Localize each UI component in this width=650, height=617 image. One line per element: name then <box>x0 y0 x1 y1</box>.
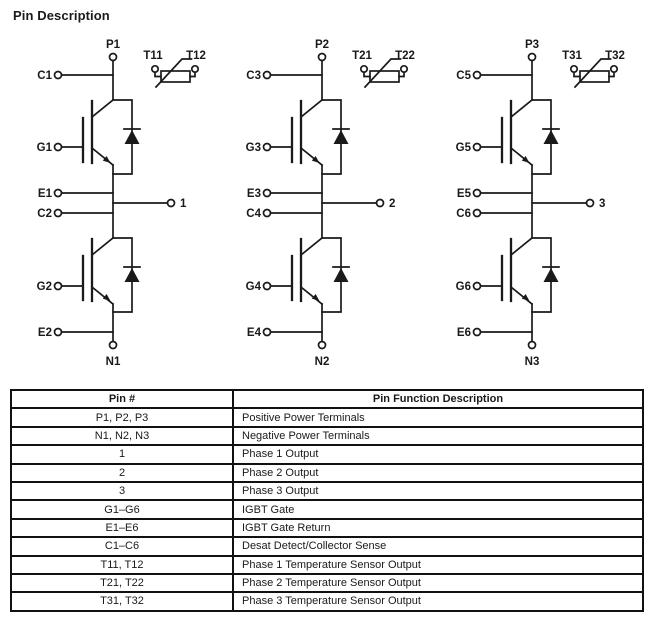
terminal-circle <box>474 72 481 79</box>
terminal-circle <box>529 342 536 349</box>
igbt-icon <box>83 100 132 174</box>
pin-cell: 1 <box>11 445 233 463</box>
pin-function-column-header: Pin Function Description <box>233 390 643 408</box>
description-cell: Phase 3 Output <box>233 482 643 500</box>
diode-icon <box>124 129 140 144</box>
terminal-circle <box>474 329 481 336</box>
igbt-icon <box>83 238 132 312</box>
terminal-circle <box>55 144 62 151</box>
phase-3-half-bridge-schematic <box>432 38 642 370</box>
thermistor-icon <box>571 59 617 87</box>
pin-cell: T21, T22 <box>11 574 233 592</box>
terminal-circle <box>264 144 271 151</box>
description-cell: Phase 2 Temperature Sensor Output <box>233 574 643 592</box>
table-header-row <box>11 390 643 408</box>
igbt-icon <box>502 238 551 312</box>
pin-number-column-header: Pin # <box>11 390 233 408</box>
pin-label-g-bot: G4 <box>245 281 261 293</box>
terminal-circle <box>319 54 326 61</box>
pin-label-c-bot: C2 <box>37 208 52 220</box>
table-row <box>11 482 643 500</box>
terminal-circle <box>152 66 158 72</box>
terminal-circle <box>529 54 536 61</box>
table-row <box>11 519 643 537</box>
terminal-circle <box>55 210 62 217</box>
terminal-circle <box>611 66 617 72</box>
terminal-circle <box>110 342 117 349</box>
diode-icon <box>543 129 559 144</box>
circuit-wiring <box>474 54 618 349</box>
pin-cell: P1, P2, P3 <box>11 408 233 426</box>
thermistor-icon <box>152 59 198 87</box>
terminal-circle <box>474 144 481 151</box>
description-cell: Phase 1 Temperature Sensor Output <box>233 556 643 574</box>
table-row <box>11 445 643 463</box>
table-row <box>11 408 643 426</box>
pin-label-p: P2 <box>314 39 330 51</box>
page-title: Pin Description <box>13 8 110 23</box>
description-cell: IGBT Gate <box>233 500 643 518</box>
pin-label-n: N2 <box>314 356 330 368</box>
pin-label-c-bot: C4 <box>246 208 261 220</box>
pin-label-t1: T21 <box>352 50 372 62</box>
pin-label-output: 1 <box>180 198 187 210</box>
terminal-circle <box>319 342 326 349</box>
terminal-circle <box>110 54 117 61</box>
description-cell: Phase 2 Output <box>233 464 643 482</box>
pin-cell: C1–C6 <box>11 537 233 555</box>
description-cell: Phase 1 Output <box>233 445 643 463</box>
table-row <box>11 592 643 610</box>
terminal-circle <box>587 200 594 207</box>
table-row <box>11 464 643 482</box>
table-row <box>11 500 643 518</box>
pin-label-t1: T31 <box>562 50 582 62</box>
pin-label-output: 2 <box>389 198 396 210</box>
terminal-circle <box>55 283 62 290</box>
pin-label-e-bot: E4 <box>246 327 261 339</box>
circuit-wiring <box>55 54 199 349</box>
terminal-circle <box>192 66 198 72</box>
pin-label-p: P3 <box>524 39 540 51</box>
terminal-circle <box>264 190 271 197</box>
terminal-circle <box>264 72 271 79</box>
pin-cell: T31, T32 <box>11 592 233 610</box>
pin-label-t2: T32 <box>605 50 625 62</box>
pin-label-e-top: E3 <box>246 188 261 200</box>
terminal-circle <box>264 210 271 217</box>
phase-1-half-bridge-schematic <box>13 38 223 370</box>
pin-description-table <box>10 389 644 612</box>
terminal-circle <box>361 66 367 72</box>
pin-label-g-top: G5 <box>455 142 471 154</box>
pin-label-c-top: C5 <box>456 70 471 82</box>
table-row <box>11 556 643 574</box>
pin-cell: N1, N2, N3 <box>11 427 233 445</box>
diode-icon <box>543 267 559 282</box>
pin-label-output: 3 <box>599 198 606 210</box>
terminal-circle <box>264 329 271 336</box>
terminal-circle <box>571 66 577 72</box>
pin-cell: G1–G6 <box>11 500 233 518</box>
pin-label-n: N1 <box>105 356 121 368</box>
pin-cell: E1–E6 <box>11 519 233 537</box>
pin-label-t1: T11 <box>143 50 163 62</box>
description-cell: Phase 3 Temperature Sensor Output <box>233 592 643 610</box>
diode-icon <box>333 129 349 144</box>
igbt-icon <box>292 100 341 174</box>
pin-label-t2: T12 <box>186 50 206 62</box>
diode-icon <box>124 267 140 282</box>
terminal-circle <box>401 66 407 72</box>
pin-cell: T11, T12 <box>11 556 233 574</box>
terminal-circle <box>377 200 384 207</box>
table-row <box>11 427 643 445</box>
pin-label-t2: T22 <box>395 50 415 62</box>
pin-label-c-top: C3 <box>246 70 261 82</box>
igbt-icon <box>502 100 551 174</box>
description-cell: Negative Power Terminals <box>233 427 643 445</box>
diode-icon <box>333 267 349 282</box>
pin-label-c-bot: C6 <box>456 208 471 220</box>
pin-label-c-top: C1 <box>37 70 52 82</box>
pin-label-e-bot: E2 <box>37 327 52 339</box>
pin-label-n: N3 <box>524 356 540 368</box>
pin-cell: 3 <box>11 482 233 500</box>
terminal-circle <box>168 200 175 207</box>
terminal-circle <box>474 190 481 197</box>
terminal-circle <box>264 283 271 290</box>
table-row <box>11 537 643 555</box>
pin-label-g-bot: G6 <box>455 281 471 293</box>
pin-label-g-top: G1 <box>36 142 52 154</box>
pin-cell: 2 <box>11 464 233 482</box>
pin-label-e-top: E1 <box>37 188 52 200</box>
terminal-circle <box>55 190 62 197</box>
pin-label-g-top: G3 <box>245 142 261 154</box>
description-cell: Positive Power Terminals <box>233 408 643 426</box>
pin-label-g-bot: G2 <box>36 281 52 293</box>
terminal-circle <box>474 210 481 217</box>
pin-label-p: P1 <box>105 39 121 51</box>
terminal-circle <box>55 329 62 336</box>
table-row <box>11 574 643 592</box>
description-cell: IGBT Gate Return <box>233 519 643 537</box>
description-cell: Desat Detect/Collector Sense <box>233 537 643 555</box>
terminal-circle <box>474 283 481 290</box>
circuit-wiring <box>264 54 408 349</box>
igbt-icon <box>292 238 341 312</box>
pin-label-e-bot: E6 <box>456 327 471 339</box>
pin-label-e-top: E5 <box>456 188 471 200</box>
thermistor-icon <box>361 59 407 87</box>
terminal-circle <box>55 72 62 79</box>
phase-2-half-bridge-schematic <box>222 38 432 370</box>
